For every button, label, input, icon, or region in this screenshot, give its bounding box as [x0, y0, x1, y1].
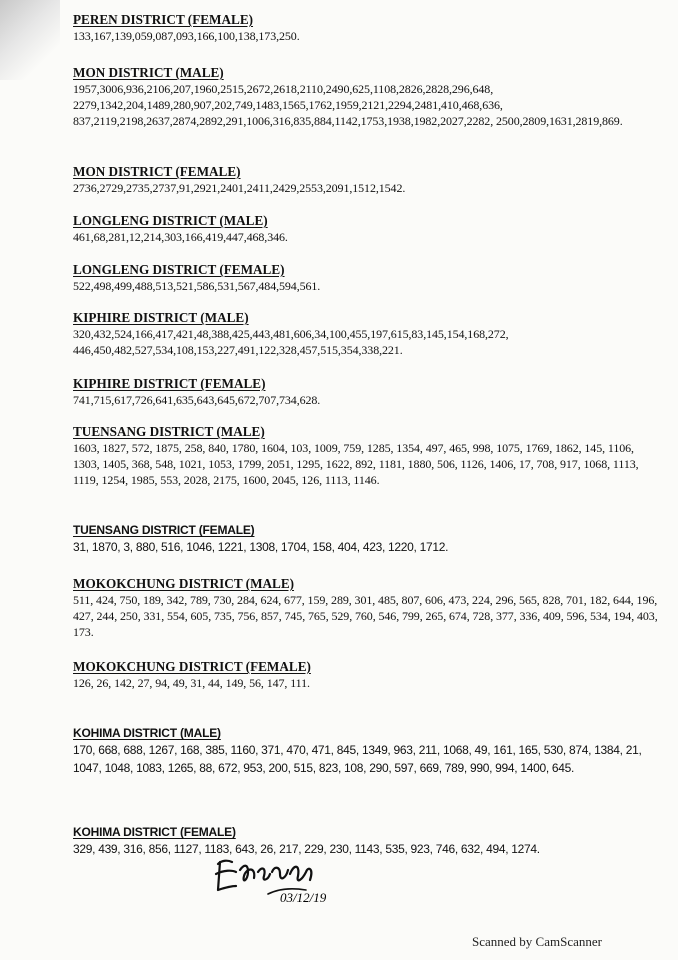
- section-tuensang-male: [73, 424, 658, 488]
- section-heading: KOHIMA DISTRICT (FEMALE): [73, 825, 236, 839]
- section-values: 329, 439, 316, 856, 1127, 1183, 643, 26, 217, 229, 230, 1143, 535, 923, 746, 632, 494, 1274.: [73, 842, 540, 856]
- section-heading: MOKOKCHUNG DISTRICT (FEMALE): [73, 659, 311, 674]
- section-mon-female: [73, 164, 405, 196]
- section-values: 2736,2729,2735,2737,91,2921,2401,2411,2429,2553,2091,1512,1542.: [73, 181, 406, 195]
- section-kohima-male: [73, 725, 658, 777]
- section-heading: TUENSANG DISTRICT (MALE): [73, 424, 265, 439]
- section-heading: KOHIMA DISTRICT (MALE): [73, 726, 221, 740]
- scanner-watermark: Scanned by CamScanner: [472, 934, 602, 949]
- section-heading: LONGLENG DISTRICT (MALE): [73, 213, 268, 228]
- section-longleng-male: [73, 213, 288, 245]
- section-mokokchung-male: [73, 576, 658, 640]
- section-values: 31, 1870, 3, 880, 516, 1046, 1221, 1308, 1704, 158, 404, 423, 1220, 1712.: [73, 540, 449, 554]
- section-values: 170, 668, 688, 1267, 168, 385, 1160, 371, 470, 471, 845, 1349, 963, 211, 1068, 49, 161, 165, 530, 874, 1384, 21, 1047, 1048, 1083, 1265, 88, 672, 953, 200, 515, 823, 108, 290, 597, 669, 789, 990, 994, 1400, 645.: [73, 743, 642, 775]
- section-heading: MON DISTRICT (MALE): [73, 65, 224, 80]
- section-kiphire-female: [73, 376, 320, 408]
- section-heading: LONGLENG DISTRICT (FEMALE): [73, 262, 285, 277]
- section-values: 126, 26, 142, 27, 94, 49, 31, 44, 149, 56, 147, 111.: [73, 676, 310, 690]
- section-longleng-female: [73, 262, 320, 294]
- handwritten-signature: [210, 850, 390, 910]
- section-mokokchung-female: [73, 659, 311, 691]
- section-heading: PEREN DISTRICT (FEMALE): [73, 12, 254, 27]
- section-peren-female: [73, 12, 300, 44]
- section-values: 461,68,281,12,214,303,166,419,447,468,346.: [73, 230, 288, 244]
- section-values: 741,715,617,726,641,635,643,645,672,707,734,628.: [73, 393, 321, 407]
- section-values: 522,498,499,488,513,521,586,531,567,484,594,561.: [73, 279, 321, 293]
- section-values: 320,432,524,166,417,421,48,388,425,443,481,606,34,100,455,197,615,83,145,154,168,272, 446,450,482,527,534,108,153,227,491,122,328,457,515,354,338,221.: [73, 327, 509, 357]
- section-heading: KIPHIRE DISTRICT (MALE): [73, 310, 249, 325]
- section-heading: MOKOKCHUNG DISTRICT (MALE): [73, 576, 295, 591]
- section-values: 1603, 1827, 572, 1875, 258, 840, 1780, 1604, 103, 1009, 759, 1285, 1354, 497, 465, 998, 1075, 1769, 1862, 145, 1106, 1303, 1405, 368, 548, 1021, 1053, 1799, 2051, 1295, 1622, 892, 1181, 1880, 506, 1126, 1406, 17, 708, 917, 1068, 1113, 1119, 1254, 1985, 553, 2028, 2175, 1600, 2045, 126, 1113, 1146.: [73, 441, 639, 487]
- section-values: 133,167,139,059,087,093,166,100,138,173,250.: [73, 29, 300, 43]
- section-values: 511, 424, 750, 189, 342, 789, 730, 284, 624, 677, 159, 289, 301, 485, 807, 606, 473, 224, 296, 565, 828, 701, 182, 644, 196, 427, 244, 250, 331, 554, 605, 735, 756, 857, 745, 765, 529, 760, 546, 799, 265, 674, 728, 377, 336, 409, 596, 534, 194, 403, 173.: [73, 593, 658, 639]
- page-fold-shadow: [0, 0, 60, 80]
- signature-date: 03/12/19: [280, 890, 327, 905]
- section-mon-male: [73, 65, 658, 129]
- section-tuensang-female: [73, 522, 448, 556]
- section-heading: KIPHIRE DISTRICT (FEMALE): [73, 376, 266, 391]
- section-heading: MON DISTRICT (FEMALE): [73, 164, 241, 179]
- section-values: 1957,3006,936,2106,207,1960,2515,2672,2618,2110,2490,625,1108,2826,2828,296,648, 2279,1342,204,1489,280,907,202,749,1483,1565,1762,1959,2121,2294,2481,410,468,636, 837,2119,2198,2637,2874,2892,291,1006,316,835,884,1142,1753,1938,1982,2027,2282, 2500,2809,1631,2819,869.: [73, 82, 623, 128]
- section-heading: TUENSANG DISTRICT (FEMALE): [73, 523, 255, 537]
- section-kiphire-male: [73, 310, 658, 358]
